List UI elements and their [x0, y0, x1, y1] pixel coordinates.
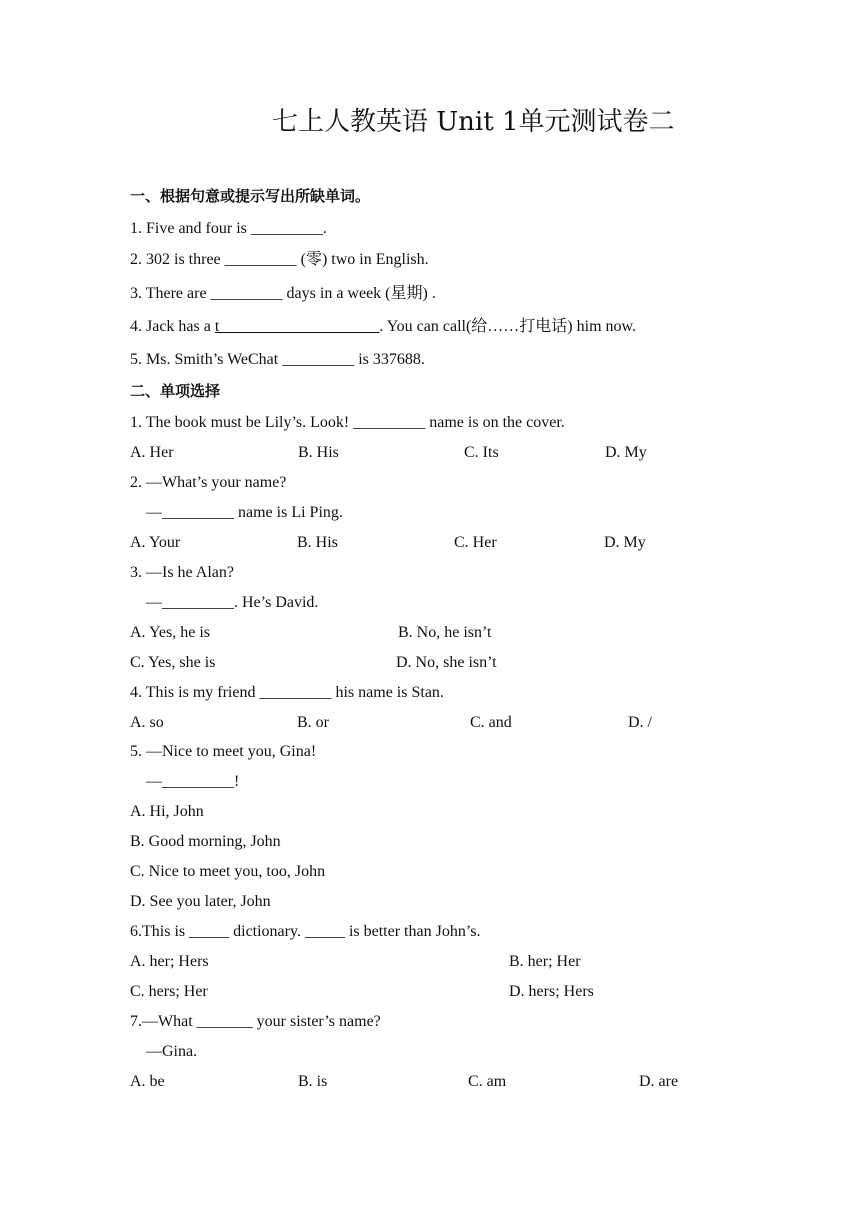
- question-7-reply: —Gina.: [146, 1043, 198, 1060]
- q3-option-a: A. Yes, he is: [130, 624, 211, 641]
- item-4-prefix: 4. Jack has a: [130, 318, 215, 335]
- q3-option-c: C. Yes, she is: [130, 654, 216, 671]
- q4-option-b: B. or: [297, 714, 329, 731]
- question-2-reply: —_________ name is Li Ping.: [146, 504, 343, 521]
- q1-option-d: D. My: [605, 444, 647, 461]
- q1-option-a: A. Her: [130, 444, 174, 461]
- q2-option-d: D. My: [604, 534, 646, 551]
- q3-option-d: D. No, she isn’t: [396, 654, 497, 671]
- q5-option-b: B. Good morning, John: [130, 833, 281, 850]
- fill-in-item-5: 5. Ms. Smith’s WeChat _________ is 337688.: [130, 351, 425, 368]
- question-2-stem: 2. —What’s your name?: [130, 474, 287, 491]
- q2-option-b: B. His: [297, 534, 338, 551]
- q6-option-d: D. hers; Hers: [509, 983, 594, 1000]
- section-heading-fill-in: 一、根据句意或提示写出所缺单词。: [130, 187, 371, 205]
- q7-option-d: D. are: [639, 1073, 679, 1090]
- q7-option-b: B. is: [298, 1073, 328, 1090]
- q4-option-c: C. and: [470, 714, 512, 731]
- q7-option-a: A. be: [130, 1073, 165, 1090]
- q5-option-a: A. Hi, John: [130, 803, 204, 820]
- question-5-reply: —_________!: [146, 773, 240, 790]
- q7-option-c: C. am: [468, 1073, 507, 1090]
- q2-option-a: A. Your: [130, 534, 181, 551]
- fill-in-item-4: [130, 317, 636, 337]
- question-4-stem: 4. This is my friend _________ his name is Stan.: [130, 684, 444, 701]
- q1-option-c: C. Its: [464, 444, 499, 461]
- q6-option-b: B. her; Her: [509, 953, 581, 970]
- fill-in-item-2: 2. 302 is three _________ (零) two in English.: [130, 251, 429, 268]
- q5-option-d: D. See you later, John: [130, 893, 271, 910]
- q4-option-d: D. /: [628, 714, 652, 731]
- q1-option-b: B. His: [298, 444, 339, 461]
- question-5-stem: 5. —Nice to meet you, Gina!: [130, 743, 317, 760]
- item-4-suffix: . You can call(给……打电话) him now.: [379, 318, 637, 335]
- section-heading-multiple-choice: 二、单项选择: [130, 382, 221, 400]
- question-3-reply: —_________. He’s David.: [146, 594, 319, 611]
- q6-option-c: C. hers; Her: [130, 983, 208, 1000]
- question-7-stem: 7.—What _______ your sister’s name?: [130, 1013, 381, 1030]
- q4-option-a: A. so: [130, 714, 164, 731]
- fill-in-item-1: 1. Five and four is _________.: [130, 220, 327, 237]
- q2-option-c: C. Her: [454, 534, 497, 551]
- q6-option-a: A. her; Hers: [130, 953, 209, 970]
- question-6-stem: 6.This is _____ dictionary. _____ is better than John’s.: [130, 923, 481, 940]
- item-4-blank: t____________________: [214, 318, 380, 335]
- question-1-stem: 1. The book must be Lily’s. Look! _________ name is on the cover.: [130, 414, 565, 431]
- q5-option-c: C. Nice to meet you, too, John: [130, 863, 326, 880]
- fill-in-item-3: 3. There are _________ days in a week (星期) .: [130, 285, 436, 302]
- page-title: 七上人教英语 Unit 1单元测试卷二: [272, 107, 675, 137]
- q3-option-b: B. No, he isn’t: [398, 624, 492, 641]
- question-3-stem: 3. —Is he Alan?: [130, 564, 234, 581]
